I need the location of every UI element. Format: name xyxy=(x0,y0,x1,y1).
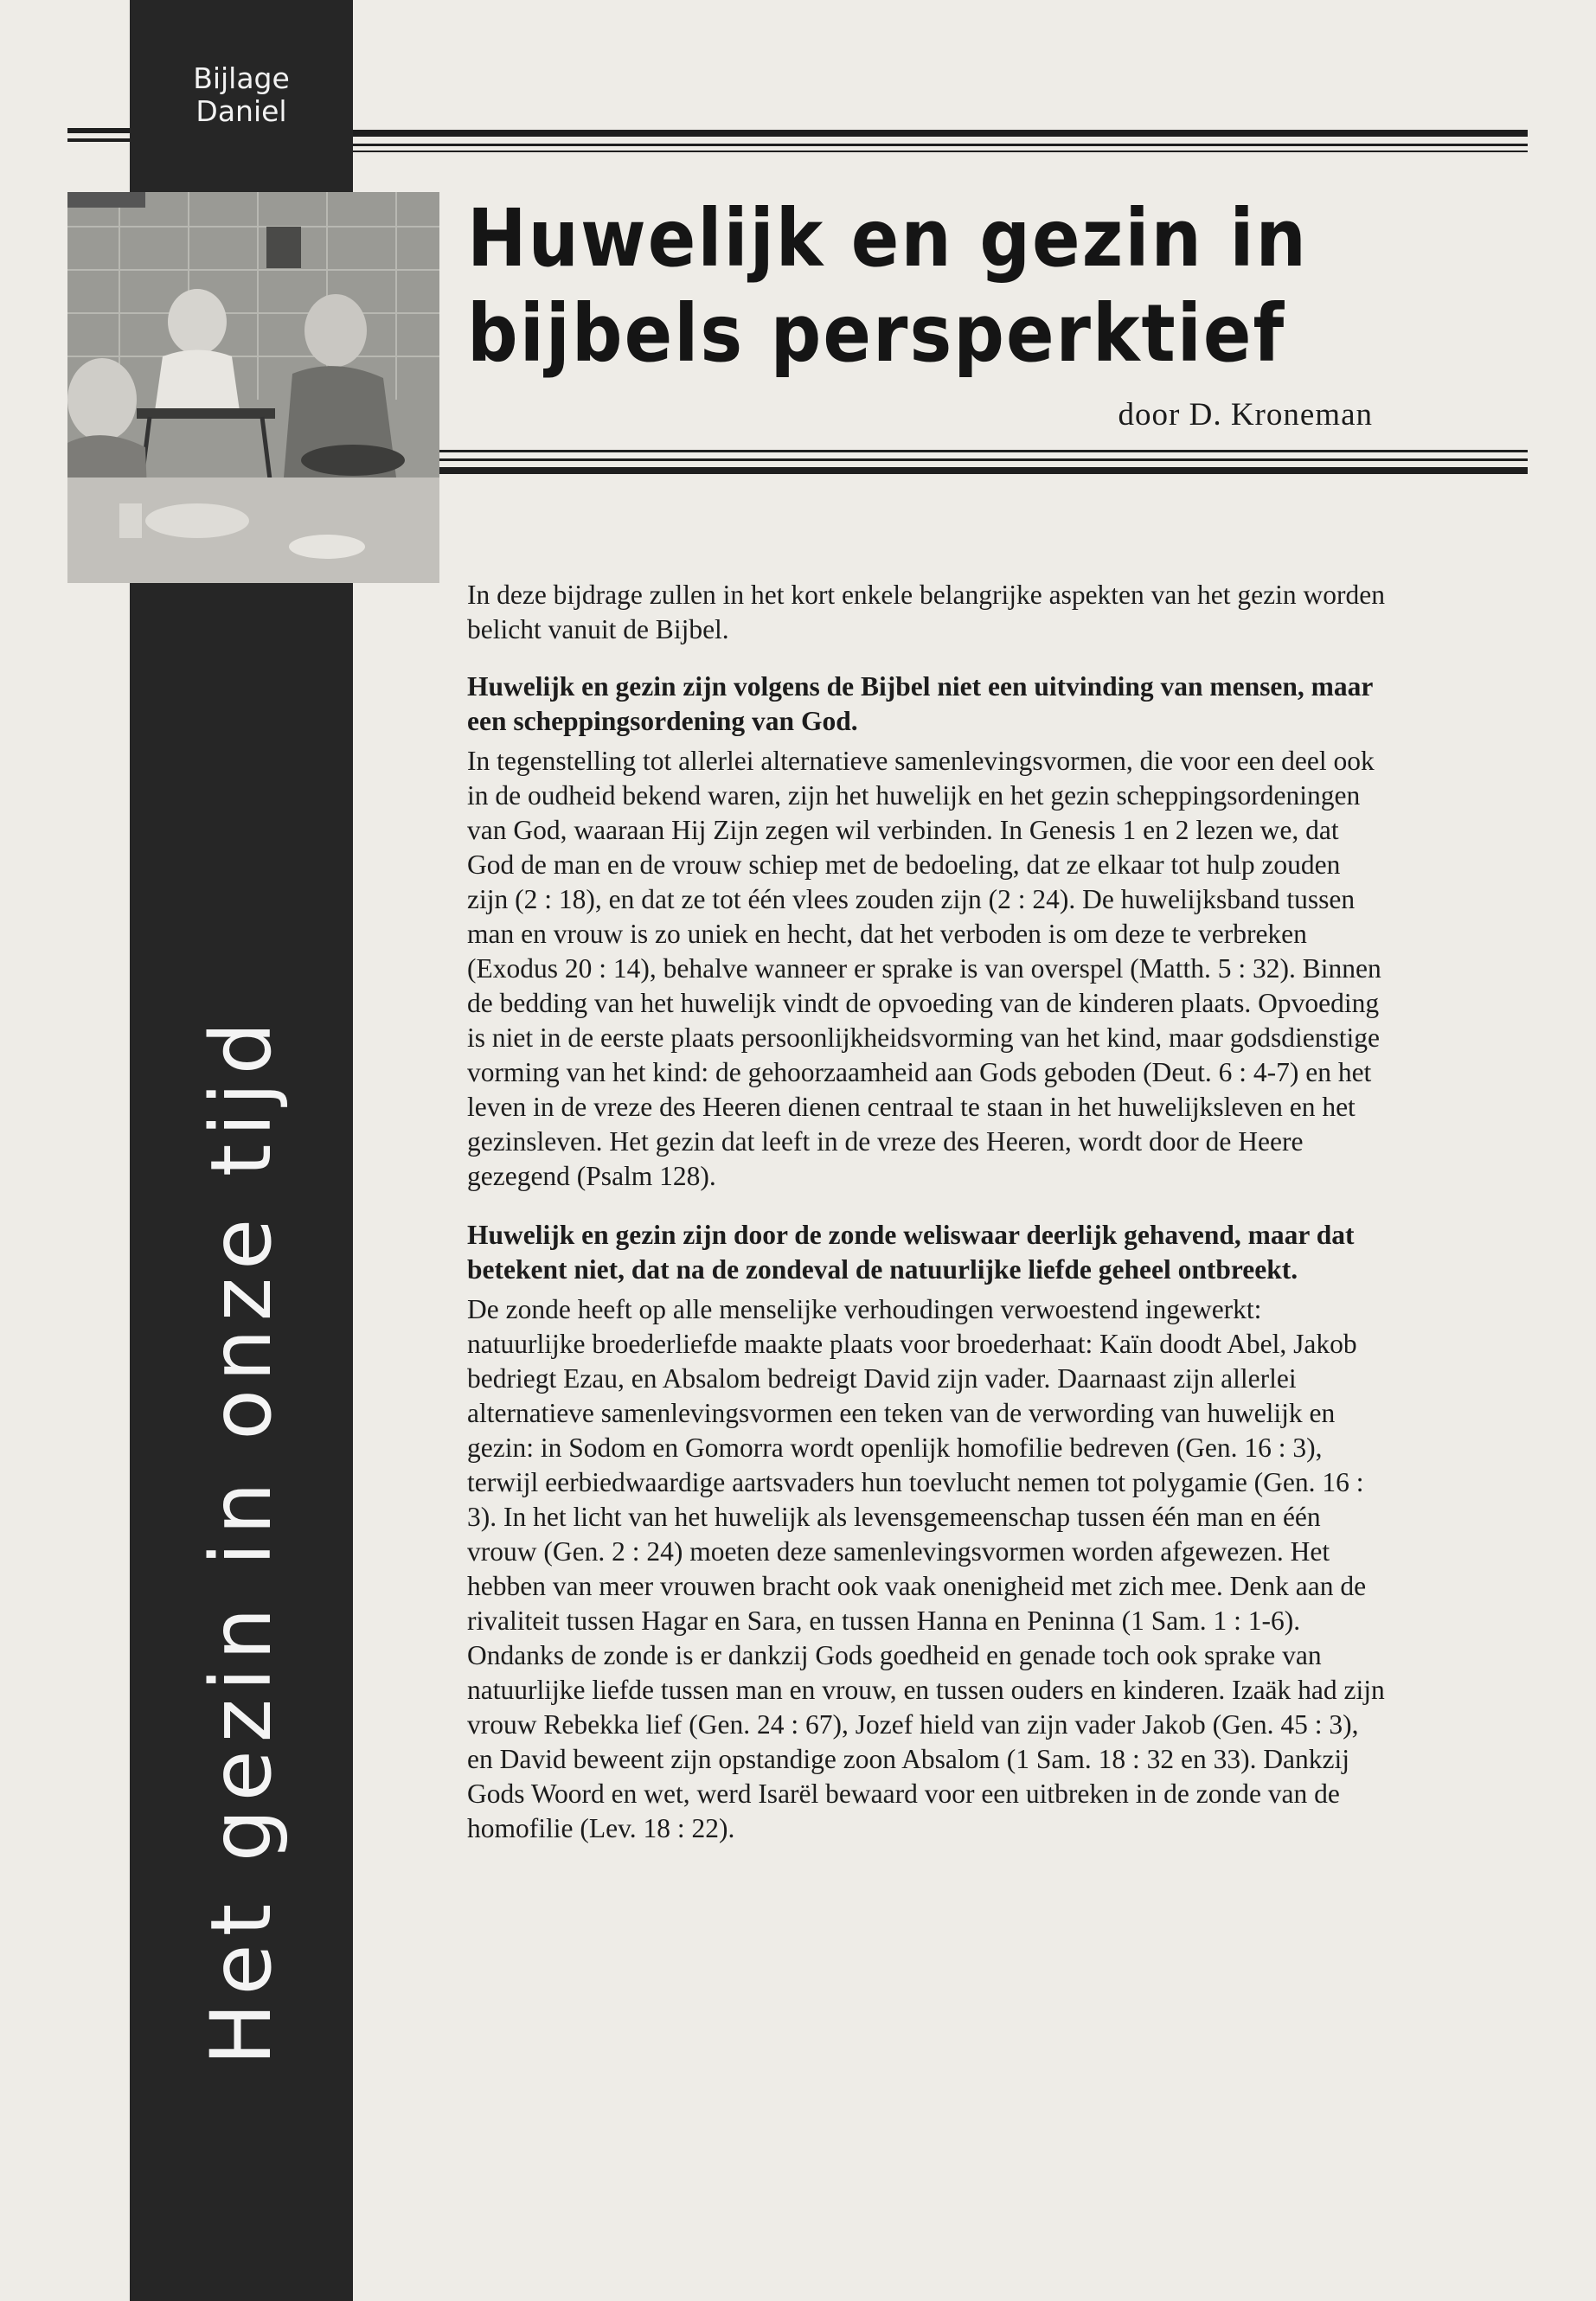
kicker-line-1: Bijlage xyxy=(193,61,290,95)
section-2-heading: Huwelijk en gezin zijn door de zonde weliswaar deerlijk gehavend, maar dat betekent niet, dat na de zondeval de natuurlijke liefde geheel ontbreekt. xyxy=(467,1220,1355,1285)
article-headline xyxy=(467,192,1540,382)
intro-paragraph: In deze bijdrage zullen in het kort enkele belangrijke aspekten van het gezin worden belicht vanuit de Bijbel. xyxy=(467,580,1385,644)
section-kicker xyxy=(130,62,353,128)
headline-line-1: Huwelijk en gezin in xyxy=(467,193,1308,285)
children-at-table-photo xyxy=(67,192,439,583)
section-2-paragraph-b: Ondanks de zonde is er dankzij Gods goedheid en genade toch ook sprake van natuurlijke liefde tussen man en vrouw, en tussen ouders en kinderen. Izaäk had zijn vrouw Rebekka lief (Gen. 24 : 67), Jozef hield van zijn vader Jakob (Gen. 45 : 3), en David beweent zijn opstandige zoon Absalom (1 Sam. 18 : 32 en 33). Dankzij Gods Woord en wet, werd Isarël bewaard voor een uitbreken in de zonde van de homofilie (Lev. 18 : 22). xyxy=(467,1640,1385,1843)
article-body xyxy=(467,578,1386,1870)
kicker-line-2: Daniel xyxy=(195,94,287,128)
author-byline: door D. Kroneman xyxy=(1118,397,1373,433)
section-1-paragraph: In tegenstelling tot allerlei alternatieve samenlevingsvormen, die voor een deel ook in de oudheid bekend waren, zijn het huwelijk en het gezin scheppingsordeningen van God, waaraan Hij Zijn zegen wil verbinden. In Genesis 1 en 2 lezen we, dat God de man en de vrouw schiep met de bedoeling, dat ze elkaar tot hulp zouden zijn (2 : 18), en dat ze tot één vlees zouden zijn (2 : 24). De huwelijksband tussen man en vrouw is zo uniek en hecht, dat het verboden is om deze te verbreken (Exodus 20 : 14), behalve wanneer er sprake is van overspel (Matth. 5 : 32). Binnen de bedding van het huwelijk vindt de opvoeding van de kinderen plaats. Opvoeding is niet in de eerste plaats persoonlijkheidsvorming van het kind, maar godsdienstige vorming van het kind: de gehoorzaamheid aan Gods geboden (Deut. 6 : 4-7) en het leven in de vreze des Heeren dienen centraal te staan in het huwelijksleven en het gezinsleven. Het gezin dat leeft in de vreze des Heeren, wordt door de Heere gezegend (Psalm 128). xyxy=(467,746,1381,1191)
headline-line-2: bijbels persperktief xyxy=(467,287,1286,381)
section-1-heading: Huwelijk en gezin zijn volgens de Bijbel niet een uitvinding van mensen, maar een scheppingsordening van God. xyxy=(467,671,1373,736)
vertical-section-title: Het gezin in onze tijd xyxy=(193,1014,290,2066)
section-2-paragraph-a: De zonde heeft op alle menselijke verhoudingen verwoestend ingewerkt: natuurlijke broederliefde maakte plaats voor broederhaat: Kaïn doodt Abel, Jakob bedriegt Ezau, en Absalom bedreigt David zijn vader. Daarnaast zijn allerlei alternatieve samenlevingsvormen een teken van de verwording van huwelijk en gezin: in Sodom en Gomorra wordt openlijk homofilie bedreven (Gen. 16 : 3), terwijl eerbiedwaardige aartsvaders hun toevlucht nemen tot polygamie (Gen. 16 : 3). In het licht van het huwelijk als levensgemeenschap tussen één man en één vrouw (Gen. 2 : 24) moeten deze samenlevingsvormen worden afgewezen. Het hebben van meer vrouwen bracht ook vaak onenigheid met zich mee. Denk aan de rivaliteit tussen Hagar en Sara, en tussen Hanna en Peninna (1 Sam. 1 : 1-6). xyxy=(467,1294,1367,1636)
